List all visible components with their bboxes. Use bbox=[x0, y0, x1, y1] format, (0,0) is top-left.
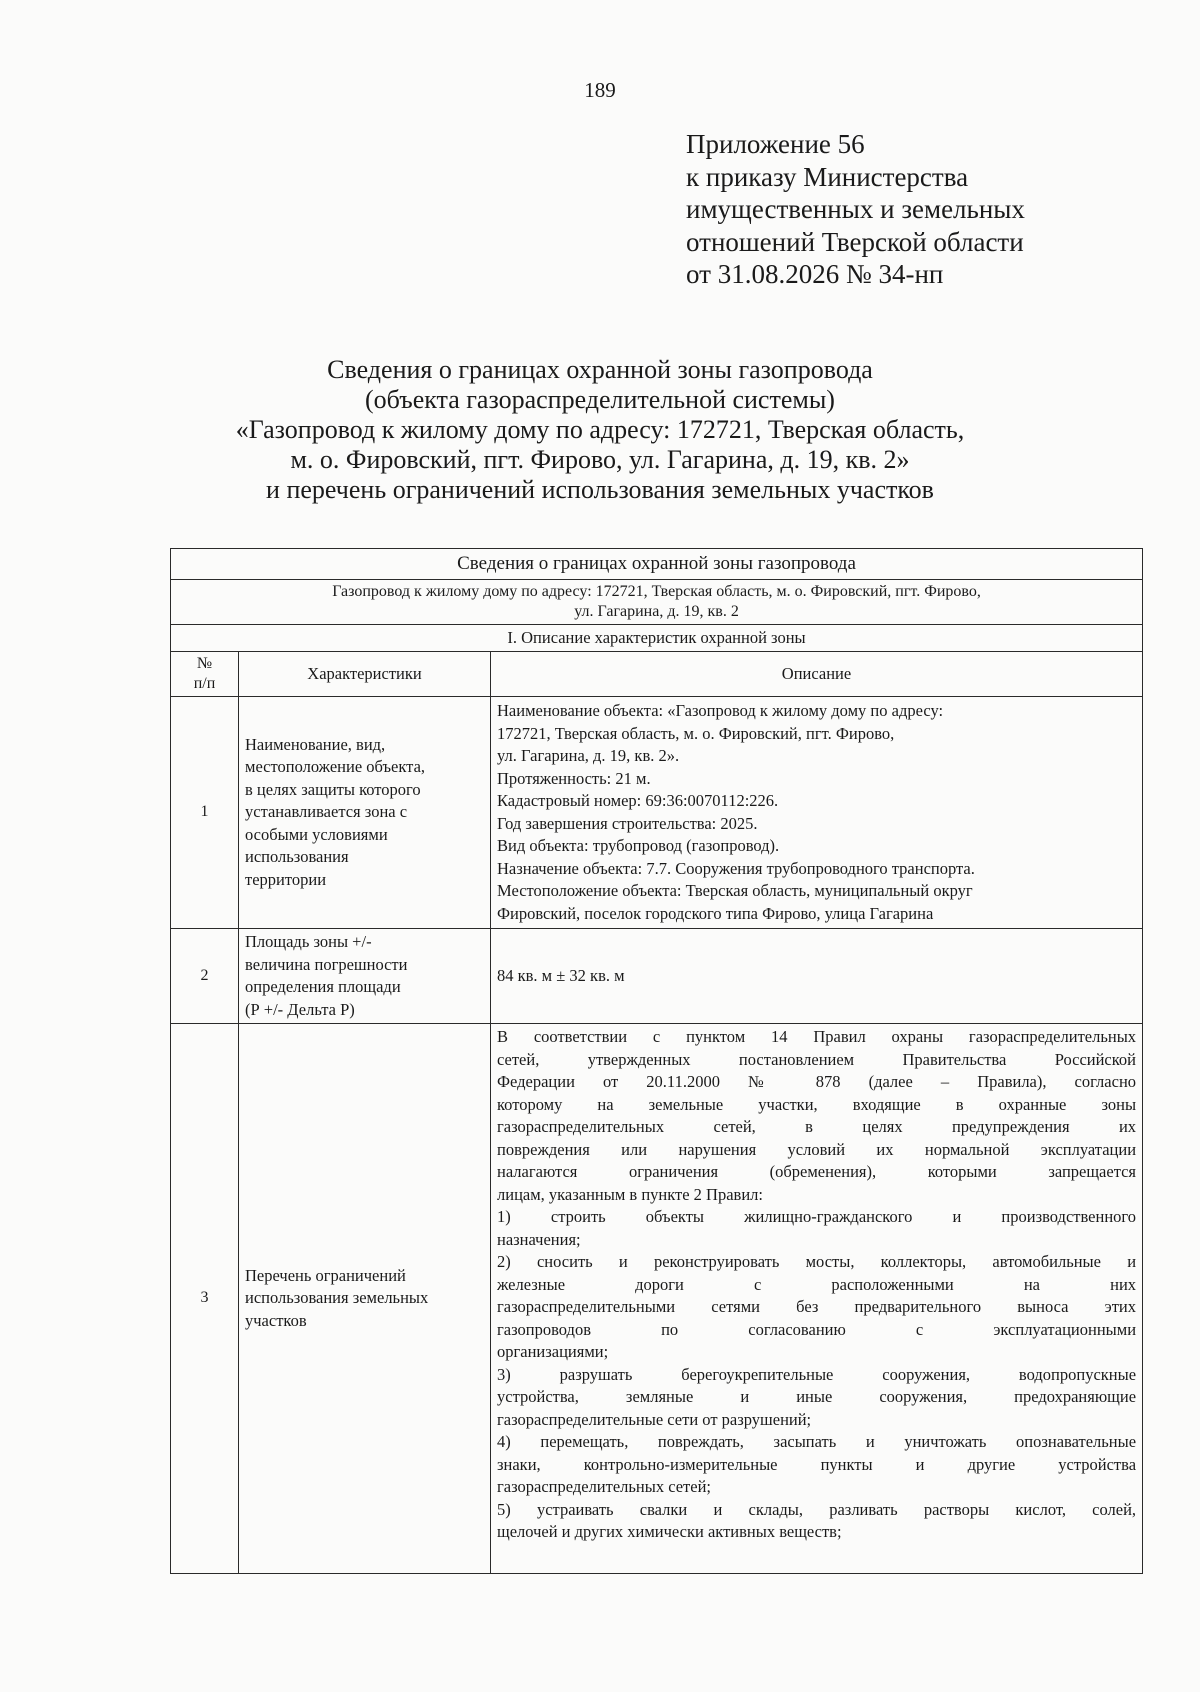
appendix-line: к приказу Министерства bbox=[686, 161, 969, 192]
text-line: 3) разрушать берегоукрепительные сооружения, водопропускные bbox=[497, 1364, 1137, 1384]
text-line: Наименование, вид, bbox=[245, 734, 386, 754]
text-line: ул. Гагарина, д. 19, кв. 2». bbox=[497, 746, 680, 765]
text-line: Протяженность: 21 м. bbox=[497, 768, 651, 788]
text-line: особыми условиями bbox=[245, 824, 388, 844]
object-line: ул. Гагарина, д. 19, кв. 2 bbox=[574, 603, 739, 620]
table-row bbox=[171, 1024, 1143, 1574]
text-line: определения площади bbox=[245, 977, 401, 996]
text-line: 4) перемещать, повреждать, засыпать и уничтожать опознавательные bbox=[497, 1432, 1137, 1451]
row-description bbox=[491, 1024, 1143, 1574]
text-line: Местоположение объекта: Тверская область, муниципальный округ bbox=[497, 881, 973, 900]
title-line: Сведения о границах охранной зоны газопровода bbox=[327, 355, 873, 384]
appendix-line: от 31.08.2026 № 34-нп bbox=[686, 259, 944, 289]
row-description bbox=[491, 929, 1143, 1024]
document-title bbox=[0, 355, 1200, 505]
object-line: Газопровод к жилому дому по адресу: 172721, Тверская область, м. о. Фировский, пгт. Фирово, bbox=[332, 583, 981, 600]
text-line: газораспределительных сетей; bbox=[497, 1477, 712, 1496]
text-line: 1) строить объекты жилищно-гражданского и производственного bbox=[497, 1207, 1137, 1226]
appendix-line: имущественных и земельных bbox=[686, 194, 1025, 224]
text-line: организациями; bbox=[497, 1342, 609, 1361]
column-header-characteristics: Характеристики bbox=[239, 652, 491, 697]
table-header-row bbox=[171, 652, 1143, 697]
num-line: п/п bbox=[193, 675, 216, 692]
title-line: м. о. Фировский, пгт. Фирово, ул. Гагарина, д. 19, кв. 2» bbox=[290, 445, 910, 474]
text-line: лицам, указанным в пункте 2 Правил: bbox=[497, 1184, 763, 1204]
text-line: железные дороги с расположенными на них bbox=[497, 1274, 1137, 1294]
text-line: Кадастровый номер: 69:36:0070112:226. bbox=[497, 791, 779, 810]
text-line: в целях защиты которого bbox=[245, 779, 421, 799]
text-line: назначения; bbox=[497, 1229, 581, 1249]
text-line: использования земельных bbox=[245, 1288, 429, 1308]
text-line: газораспределительные сети от разрушений; bbox=[497, 1409, 812, 1429]
table-row bbox=[171, 929, 1143, 1024]
page-number: 189 bbox=[584, 78, 616, 102]
text-line: Год завершения строительства: 2025. bbox=[497, 813, 758, 833]
text-line: 172721, Тверская область, м. о. Фировский, пгт. Фирово, bbox=[497, 723, 895, 743]
text-line: величина погрешности bbox=[245, 954, 408, 974]
title-line: и перечень ограничений использования земельных участков bbox=[266, 475, 934, 504]
text-line: газораспределительных сетей, в целях предупреждения их bbox=[497, 1117, 1137, 1136]
column-header-number bbox=[171, 652, 239, 697]
row-characteristic bbox=[239, 929, 491, 1024]
appendix-header bbox=[686, 128, 1025, 291]
text-line: Вид объекта: трубопровод (газопровод). bbox=[497, 836, 780, 855]
text-line: Федерации от 20.11.2000 № 878 (далее – Правила), согласно bbox=[497, 1072, 1137, 1091]
table-object-name bbox=[171, 580, 1143, 625]
num-line: № bbox=[196, 655, 213, 672]
title-line: «Газопровод к жилому дому по адресу: 172721, Тверская область, bbox=[235, 415, 965, 444]
text-line: газопроводов по согласованию с эксплуатационными bbox=[497, 1319, 1137, 1339]
zone-info-table bbox=[170, 548, 1143, 1574]
text-line: Перечень ограничений bbox=[245, 1265, 406, 1285]
text-line: Площадь зоны +/- bbox=[245, 932, 372, 951]
table-heading: Сведения о границах охранной зоны газопровода bbox=[171, 549, 1143, 580]
text-line: 84 кв. м ± 32 кв. м bbox=[497, 965, 625, 985]
text-line: сетей, утвержденных постановлением Правительства Российской bbox=[497, 1049, 1137, 1069]
text-line: (Р +/- Дельта Р) bbox=[245, 999, 355, 1019]
title-line: (объекта газораспределительной системы) bbox=[365, 385, 835, 414]
appendix-line: Приложение 56 bbox=[686, 129, 865, 159]
appendix-line: отношений Тверской области bbox=[686, 226, 1024, 257]
text-line: использования bbox=[245, 847, 349, 867]
column-header-description: Описание bbox=[491, 652, 1143, 697]
text-line: которому на земельные участки, входящие в охранные зоны bbox=[497, 1094, 1137, 1114]
text-line: местоположение объекта, bbox=[245, 757, 426, 777]
table-row bbox=[171, 697, 1143, 929]
text-line: Фировский, поселок городского типа Фирово, улица Гагарина bbox=[497, 903, 934, 923]
text-line: В соответствии с пунктом 14 Правил охраны газораспределительных bbox=[497, 1027, 1137, 1046]
row-description bbox=[491, 697, 1143, 929]
text-line: 5) устраивать свалки и склады, разливать растворы кислот, солей, bbox=[497, 1499, 1137, 1519]
row-characteristic bbox=[239, 697, 491, 929]
text-line: повреждения или нарушения условий их нормальной эксплуатации bbox=[497, 1139, 1137, 1159]
section-title: I. Описание характеристик охранной зоны bbox=[171, 625, 1143, 652]
row-number: 1 bbox=[171, 697, 239, 929]
text-line: Назначение объекта: 7.7. Сооружения трубопроводного транспорта. bbox=[497, 858, 975, 878]
text-line: газораспределительными сетями без предварительного выноса этих bbox=[497, 1297, 1137, 1316]
row-number: 2 bbox=[171, 929, 239, 1024]
text-line: знаки, контрольно-измерительные пункты и другие устройства bbox=[497, 1454, 1137, 1474]
text-line: щелочей и других химически активных веществ; bbox=[497, 1522, 842, 1541]
row-characteristic bbox=[239, 1024, 491, 1574]
text-line: устройства, земляные и иные сооружения, предохраняющие bbox=[497, 1387, 1137, 1406]
text-line: 2) сносить и реконструировать мосты, коллекторы, автомобильные и bbox=[497, 1252, 1137, 1271]
text-line: налагаются ограничения (обременения), которыми запрещается bbox=[497, 1162, 1137, 1181]
text-line: участков bbox=[245, 1310, 307, 1330]
text-line: территории bbox=[245, 869, 327, 889]
text-line: Наименование объекта: «Газопровод к жилому дому по адресу: bbox=[497, 701, 944, 720]
row-number: 3 bbox=[171, 1024, 239, 1574]
text-line: устанавливается зона с bbox=[245, 802, 408, 822]
